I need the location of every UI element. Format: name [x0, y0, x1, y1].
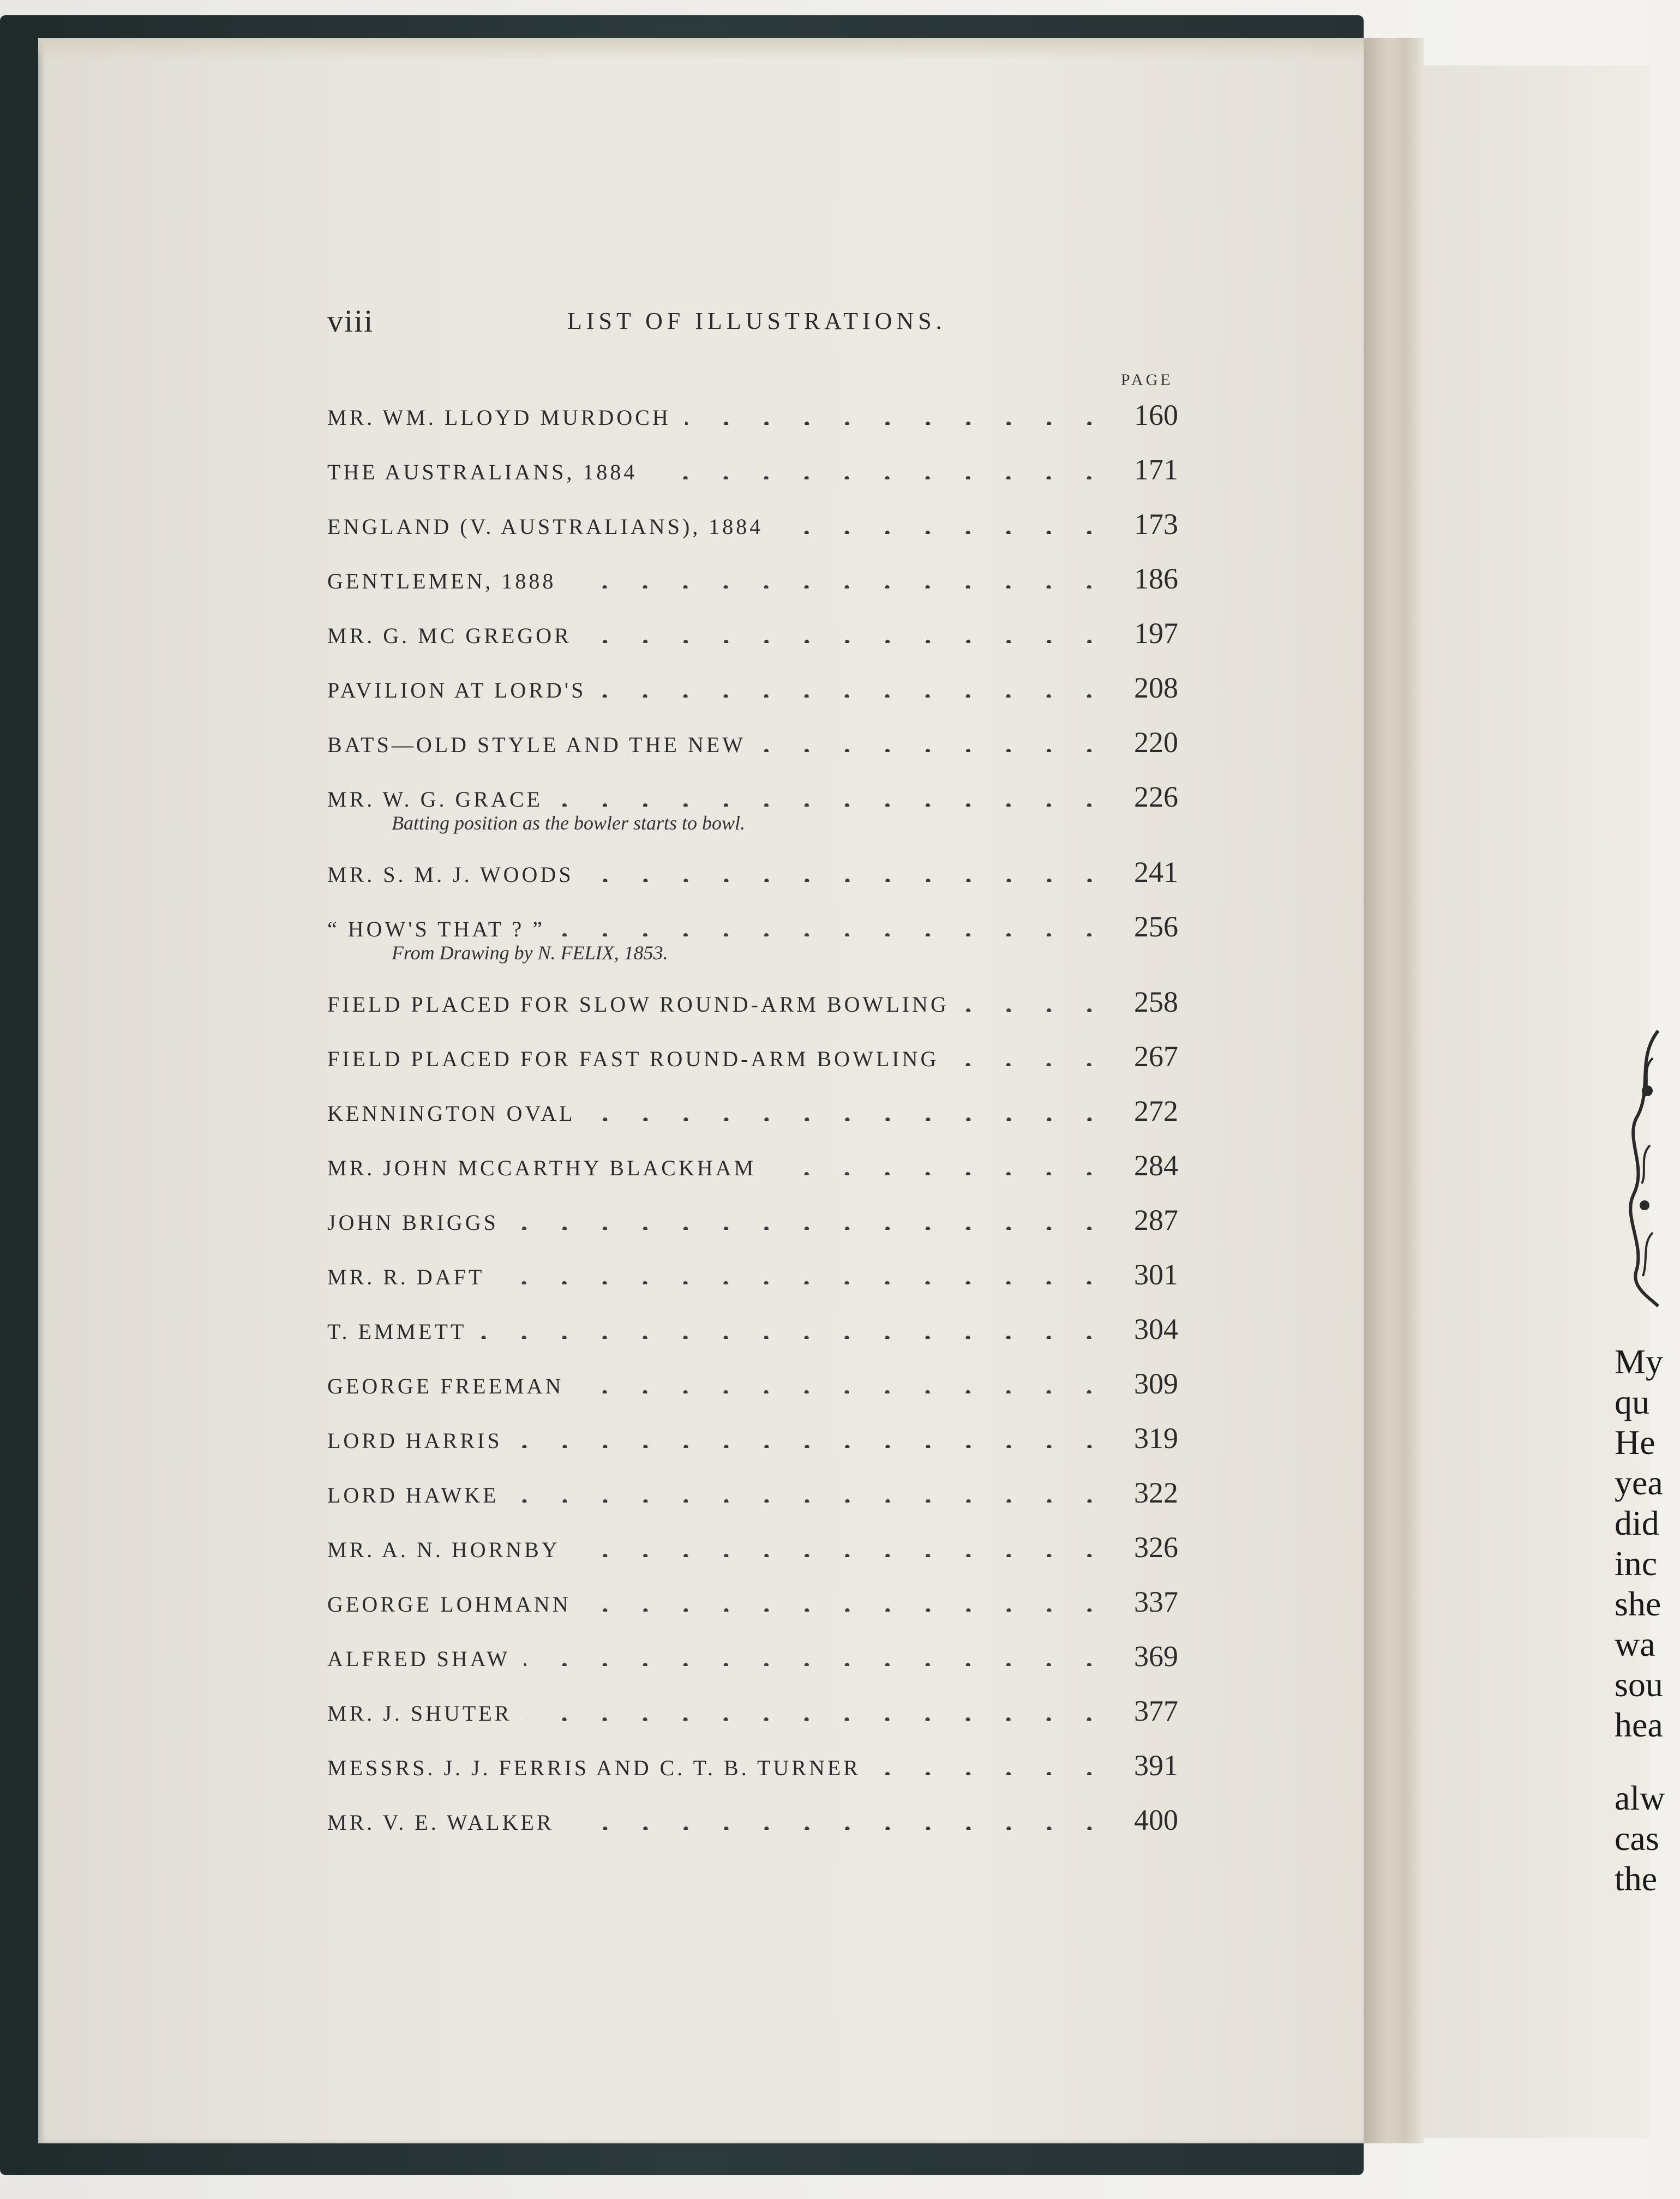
toc-entry — [327, 1203, 1178, 1258]
toc-entry-line — [327, 1312, 1178, 1345]
toc-entry-line — [327, 1530, 1178, 1563]
entry-page-number: 326 — [1134, 1531, 1178, 1564]
leader-dots — [513, 1208, 1109, 1230]
leader-dots — [574, 1535, 1109, 1557]
toc-entry-line — [327, 616, 1178, 649]
entry-page-number: 322 — [1134, 1476, 1178, 1509]
facing-page — [1424, 65, 1665, 2138]
facing-text-line: alw — [1615, 1779, 1665, 1817]
leader-dots — [588, 860, 1109, 882]
entry-title: FIELD PLACED FOR FAST ROUND-ARM BOWLING — [327, 1047, 939, 1071]
toc-entry — [327, 1312, 1178, 1367]
entry-page-number: 226 — [1134, 780, 1178, 813]
entry-title: GEORGE LOHMANN — [327, 1592, 571, 1617]
entry-page-number: 256 — [1134, 910, 1178, 943]
facing-text-line: did — [1615, 1504, 1659, 1542]
leader-dots — [963, 990, 1109, 1012]
toc-entry-line — [327, 910, 1178, 942]
toc-entry-line — [327, 855, 1178, 888]
toc-entry-line — [327, 453, 1178, 485]
toc-entry-line — [327, 1367, 1178, 1399]
entry-caption: From Drawing by N. FELIX, 1853. — [392, 942, 668, 964]
toc-entry — [327, 1476, 1178, 1530]
toc-entry-line — [327, 1149, 1178, 1181]
toc-entry-line — [327, 1694, 1178, 1727]
entry-title: GENTLEMEN, 1888 — [327, 569, 556, 593]
leader-dots — [770, 1153, 1109, 1175]
toc-entry — [327, 1694, 1178, 1749]
entry-title: KENNINGTON OVAL — [327, 1101, 575, 1126]
entry-title: MR. S. M. J. WOODS — [327, 862, 574, 887]
toc-entry-line — [327, 1421, 1178, 1454]
toc-entry — [327, 453, 1178, 507]
facing-page-text — [1615, 1342, 1680, 1899]
toc-entry — [327, 1803, 1178, 1858]
leader-dots — [685, 403, 1109, 425]
leader-dots — [559, 915, 1109, 936]
toc-entry — [327, 725, 1178, 780]
entry-title: MR. R. DAFT — [327, 1265, 485, 1289]
entry-page-number: 208 — [1134, 671, 1178, 704]
toc-entry-line — [327, 1040, 1178, 1072]
facing-text-line: He — [1615, 1423, 1655, 1462]
facing-text-line: sou — [1615, 1665, 1663, 1704]
toc-entry — [327, 507, 1178, 562]
leader-dots — [651, 458, 1109, 479]
toc-entry — [327, 1585, 1178, 1639]
entry-page-number: 173 — [1134, 508, 1178, 540]
leader-dots — [499, 1263, 1109, 1284]
running-title: LIST OF ILLUSTRATIONS. — [567, 308, 946, 334]
entry-title: MR. V. E. WALKER — [327, 1810, 554, 1835]
entry-page-number: 301 — [1134, 1258, 1178, 1291]
entry-title: THE AUSTRALIANS, 1884 — [327, 460, 638, 484]
toc-entry — [327, 1040, 1178, 1094]
toc-entry — [327, 616, 1178, 671]
entry-title: LORD HAWKE — [327, 1483, 499, 1507]
leader-dots — [481, 1317, 1109, 1339]
toc-entry-line — [327, 1094, 1178, 1127]
entry-title: FIELD PLACED FOR SLOW ROUND-ARM BOWLING — [327, 992, 949, 1017]
toc-entry — [327, 1094, 1178, 1149]
entry-title: JOHN BRIGGS — [327, 1210, 499, 1235]
entry-title: T. EMMETT — [327, 1319, 467, 1344]
entry-page-number: 337 — [1134, 1585, 1178, 1618]
entry-caption: Batting position as the bowler starts to bowl. — [392, 812, 746, 834]
entry-title: MR. JOHN MCCARTHY BLACKHAM — [327, 1156, 757, 1180]
toc-entry — [327, 910, 1178, 985]
entry-title: MR. J. SHUTER — [327, 1701, 512, 1726]
toc-entry-line — [327, 780, 1178, 813]
toc-entry — [327, 1749, 1178, 1803]
ornament-icon — [1620, 1025, 1664, 1309]
toc-entry — [327, 398, 1178, 453]
toc-entry — [327, 1367, 1178, 1421]
leader-dots — [777, 512, 1109, 534]
entry-title: ENGLAND (V. AUSTRALIANS), 1884 — [327, 514, 764, 539]
paragraph-gap — [1615, 1745, 1680, 1778]
toc-entry — [327, 985, 1178, 1040]
leader-dots — [600, 676, 1109, 698]
facing-text-line: she — [1615, 1584, 1661, 1623]
leader-dots — [585, 1590, 1109, 1612]
toc-entry-line — [327, 1803, 1178, 1836]
page-header — [327, 303, 1178, 341]
entry-title: MESSRS. J. J. FERRIS AND C. T. B. TURNER — [327, 1756, 861, 1780]
toc-entry-line — [327, 1258, 1178, 1290]
entry-title: MR. WM. LLOYD MURDOCH — [327, 405, 671, 430]
entry-page-number: 267 — [1134, 1040, 1178, 1073]
facing-text-line: inc — [1615, 1544, 1658, 1583]
toc-entry — [327, 1149, 1178, 1203]
entry-page-number: 197 — [1134, 617, 1178, 650]
entry-page-number: 284 — [1134, 1149, 1178, 1182]
leader-dots — [875, 1753, 1109, 1775]
leader-dots — [557, 785, 1109, 807]
toc-entry — [327, 1530, 1178, 1585]
toc-entry — [327, 855, 1178, 910]
page-folio: viii — [327, 303, 374, 339]
facing-text-line: hea — [1615, 1705, 1663, 1744]
toc-entry-line — [327, 398, 1178, 431]
entry-title: “ HOW'S THAT ? ” — [327, 917, 545, 941]
book-gutter — [1364, 38, 1424, 2143]
entry-page-number: 319 — [1134, 1422, 1178, 1455]
toc-entry-line — [327, 985, 1178, 1018]
toc-entry — [327, 1421, 1178, 1476]
entry-page-number: 258 — [1134, 986, 1178, 1018]
toc-entry-line — [327, 725, 1178, 758]
facing-text-line: wa — [1615, 1625, 1655, 1663]
toc-entry-line — [327, 1749, 1178, 1781]
entry-page-number: 309 — [1134, 1367, 1178, 1400]
entry-page-number: 287 — [1134, 1204, 1178, 1236]
toc-entry — [327, 562, 1178, 616]
entry-title: GEORGE FREEMAN — [327, 1374, 564, 1398]
leader-dots — [760, 730, 1109, 752]
page-column-label: PAGE — [1121, 371, 1173, 389]
toc-entry-line — [327, 1203, 1178, 1236]
facing-text-line: yea — [1615, 1463, 1663, 1502]
toc-entry-line — [327, 562, 1178, 594]
leader-dots — [524, 1644, 1109, 1666]
leader-dots — [568, 1808, 1109, 1830]
entry-page-number: 241 — [1134, 856, 1178, 888]
toc-entry-line — [327, 1476, 1178, 1509]
leader-dots — [578, 1372, 1109, 1393]
entry-page-number: 369 — [1134, 1640, 1178, 1673]
entry-page-number: 400 — [1134, 1804, 1178, 1836]
entry-page-number: 186 — [1134, 562, 1178, 595]
entry-title: MR. G. MC GREGOR — [327, 623, 572, 648]
facing-text-line: cas — [1615, 1819, 1659, 1858]
toc-entry-line — [327, 1639, 1178, 1672]
toc-entry — [327, 671, 1178, 725]
entry-title: PAVILION AT LORD'S — [327, 678, 586, 702]
toc-entry — [327, 1258, 1178, 1312]
toc-entry-line — [327, 671, 1178, 704]
leader-dots — [517, 1426, 1109, 1448]
entry-title: MR. A. N. HORNBY — [327, 1537, 560, 1562]
leader-dots — [526, 1699, 1109, 1721]
entry-page-number: 171 — [1134, 453, 1178, 486]
entry-title: MR. W. G. GRACE — [327, 787, 543, 812]
facing-text-line: My — [1615, 1342, 1663, 1381]
entry-title: LORD HARRIS — [327, 1428, 502, 1453]
toc-entry-line — [327, 507, 1178, 540]
toc-entry — [327, 780, 1178, 855]
leader-dots — [586, 621, 1109, 643]
toc-entry — [327, 1639, 1178, 1694]
illustrations-list — [327, 398, 1178, 1858]
entry-page-number: 160 — [1134, 399, 1178, 431]
entry-title: BATS—OLD STYLE AND THE NEW — [327, 732, 746, 757]
leader-dots — [953, 1044, 1109, 1066]
facing-text-line: the — [1615, 1859, 1658, 1898]
entry-page-number: 272 — [1134, 1095, 1178, 1127]
entry-page-number: 220 — [1134, 726, 1178, 759]
leader-dots — [513, 1481, 1109, 1503]
entry-page-number: 377 — [1134, 1695, 1178, 1727]
entry-title: ALFRED SHAW — [327, 1647, 511, 1671]
leader-dots — [590, 1099, 1109, 1121]
entry-page-number: 391 — [1134, 1749, 1178, 1782]
facing-text-line: qu — [1615, 1383, 1649, 1421]
leader-dots — [570, 567, 1109, 588]
entry-page-number: 304 — [1134, 1313, 1178, 1345]
toc-entry-line — [327, 1585, 1178, 1618]
